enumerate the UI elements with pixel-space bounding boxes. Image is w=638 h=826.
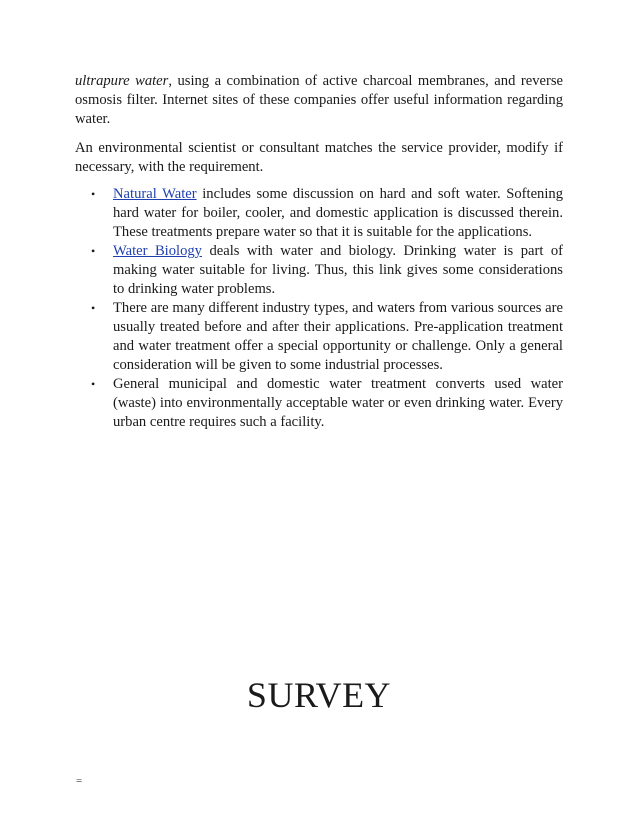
bullet-icon: •: [91, 187, 96, 201]
water-biology-link[interactable]: Water Biology: [113, 243, 202, 259]
natural-water-link[interactable]: Natural Water: [113, 186, 197, 202]
footer-mark: =: [76, 775, 83, 787]
list-item-text: deals with water and biology. Drinking water is part of making water suitable for living. Thus, this link gives some considerations to drinking water problems.: [113, 243, 564, 297]
intro-paragraph: [75, 72, 563, 129]
list-item: [91, 375, 563, 432]
list-item-text: includes some discussion on hard and soft water. Softening hard water for boiler, cooler, and domestic application is discussed therein. These treatments prepare water so that it is suitable for the applications.: [113, 186, 564, 240]
bullet-icon: •: [91, 244, 96, 258]
list-item: [91, 299, 563, 375]
list-item-text: General municipal and domestic water treatment converts used water (waste) into environmentally acceptable water or even drinking water. Every urban centre requires such a facility.: [113, 376, 563, 430]
document-body: [75, 72, 563, 432]
intro-italic-lead: ultrapure water: [75, 73, 169, 89]
consultant-paragraph: An environmental scientist or consultant matches the service provider, modify if necessary, with the requirement.: [75, 140, 563, 175]
bullet-list: [75, 185, 563, 432]
list-item: [91, 242, 564, 299]
section-heading: SURVEY: [246, 675, 392, 715]
list-item: [91, 185, 564, 242]
bullet-icon: •: [91, 377, 96, 391]
bullet-icon: •: [91, 301, 96, 315]
intro-text: , using a combination of active charcoal membranes, and reverse osmosis filter. Internet sites of these companies offer useful information regarding water.: [75, 73, 563, 127]
list-item-text: There are many different industry types, and waters from various sources are usually treated before and after their applications. Pre-application treatment and water treatment offer a special opportunity or challenge. Only a general consideration will be given to some industrial processes.: [113, 300, 563, 373]
